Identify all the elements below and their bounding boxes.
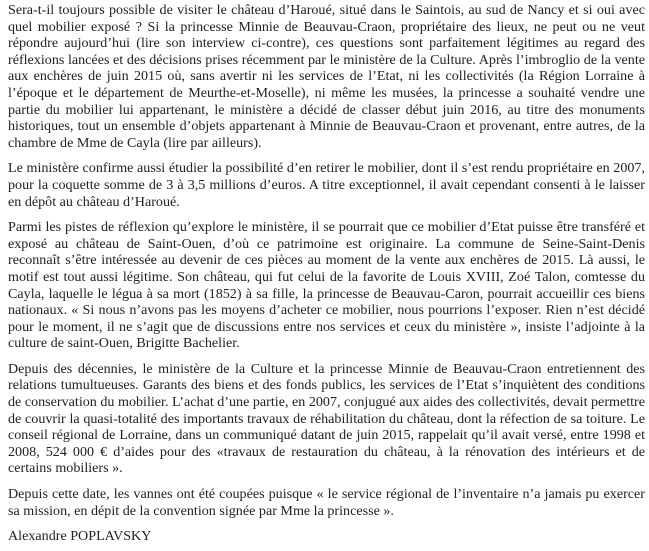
paragraph-since-then: Depuis cette date, les vannes ont été coupées puisque « le service régional de l’inventaire n’a jamais pu exercer sa mission, en dépit de la convention signée par Mme la princesse ». (8, 486, 645, 519)
paragraph-intro: Sera-t-il toujours possible de visiter le château d’Haroué, situé dans le Saintois, au sud de Nancy et si oui avec quel mobilier exposé ? Si la princesse Minnie de Beauvau-Craon, propriétaire des lieux, ne peut ou ne veut répondre aujourd’hui (lire son interview ci-contre), ces questions sont parfaitement légitimes au regard des réflexions lancées et des décisions prises récemment par le ministère de la Culture. Après l’imbroglio de la vente aux enchères de juin 2015 où, sans avertir ni les services de l’Etat, ni les collectivités (la Région Lorraine à l’époque et le département de Meurthe-et-Moselle), ni même les musées, la princesse a souhaité vendre une partie du mobilier lui appartenant, le ministère a décidé de classer début juin 2016, au titre des monuments historiques, tout un ensemble d’objets appartenant à Minnie de Beauvau-Craon et provenant, entre autres, de la chambre de Mme de Cayla (lire par ailleurs). (8, 2, 645, 151)
paragraph-saint-ouen: Parmi les pistes de réflexion qu’explore le ministère, il se pourrait que ce mobilier d’Etat puisse être transféré et exposé au château de Saint-Ouen, d’où ce patrimoine est originaire. La commune de Seine-Saint-Denis reconnaît s’être intéressée au devenir de ces pièces au moment de la vente aux enchères de 2015. Là aussi, le motif est tout aussi légitime. Son château, qui fut celui de la favorite de Louis XVIII, Zoé Talon, comtesse du Cayla, laquelle le légua à sa mort (1852) à sa fille, la princesse de Beauvau-Caron, pourrait accueillir ces biens nationaux. « Si nous n’avons pas les moyens d’acheter ce mobilier, nous pourrions l’exposer. Rien n’est décidé pour le moment, il ne s’agit que de discussions entre nos services et ceux du ministère », insiste l’adjointe à la culture de saint-Ouen, Brigitte Bachelier. (8, 219, 645, 352)
paragraph-ministry-confirms: Le ministère confirme aussi étudier la possibilité d’en retirer le mobilier, dont il s’est rendu propriétaire en 2007, pour la coquette somme de 3 à 3,5 millions d’euros. A titre exceptionnel, il avait cependant consenti à le laisser en dépôt au château d’Haroué. (8, 160, 645, 210)
paragraph-relations: Depuis des décennies, le ministère de la Culture et la princesse Minnie de Beauvau-Craon entretiennent des relations tumultueuses. Garants des biens et des fonds publics, les services de l’Etat s’inquiètent des conditions de conservation du mobilier. L’achat d’une partie, en 2007, conjugué aux aides des collectivités, devait permettre de couvrir la quasi-totalité des importants travaux de réhabilitation du château, dont la réfection de sa toiture. Le conseil régional de Lorraine, dans un communiqué datant de juin 2015, rappelait qu’il avait versé, entre 1998 et 2008, 524 000 € d’aides pour des «travaux de restauration du château, à la rénovation des intérieurs et de certains mobiliers ». (8, 360, 646, 477)
author-signature: Alexandre POPLAVSKY (8, 528, 152, 545)
